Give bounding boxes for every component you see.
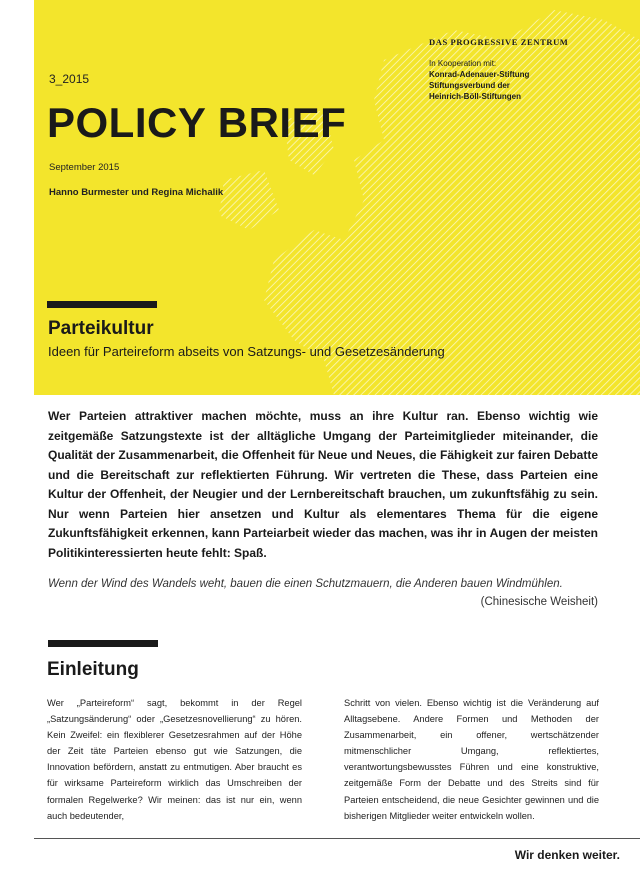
subject-title: Parteikultur: [48, 318, 154, 339]
organization-name: DAS PROGRESSIVE ZENTRUM: [429, 37, 569, 47]
section-rule: [48, 640, 158, 647]
section-heading: Einleitung: [47, 659, 139, 680]
cooperation-intro: In Kooperation mit:: [429, 59, 497, 68]
cooperation-block: [429, 58, 529, 102]
issue-number: 3_2015: [49, 72, 90, 86]
authors: Hanno Burmester und Regina Michalik: [49, 187, 224, 198]
publication-date: September 2015: [49, 162, 120, 173]
header-rule: [47, 301, 157, 308]
cooperation-partner: Heinrich-Böll-Stiftungen: [429, 92, 521, 101]
cooperation-partner: Konrad-Adenauer-Stiftung: [429, 70, 530, 79]
body-column-right: Schritt von vielen. Ebenso wichtig ist die Veränderung auf Alltagsebene. Andere Formen und Methoden der Zusammenarbeit, ein offener, wertschätzender mitmenschlicher Umgang, reflektiertes, verantwortungsbewusstes Führen und eine konstruktive, zeitgemäße Form der Debatte und des Streits sind für Parteien entscheidend, die neue Gesichter gewinnen und die bisherigen Mitglieder weiter entwickeln wollen.: [344, 698, 599, 821]
subject-subtitle: Ideen für Parteireform abseits von Satzungs- und Gesetzesänderung: [48, 344, 445, 359]
footer-divider: [34, 838, 640, 839]
footer-slogan: Wir denken weiter.: [514, 848, 620, 862]
epigraph-source: (Chinesische Weisheit): [480, 596, 598, 608]
document-title: POLICY BRIEF: [47, 99, 347, 146]
abstract-paragraph: Wer Parteien attraktiver machen möchte, muss an ihre Kultur ran. Ebenso wichtig wie zeitgemäße Satzungstexte ist der alltägliche Umgang der Parteimitglieder miteinander, die Qualität der Zusammenarbeit, die Offenheit für Neue und Neues, die Fähigkeit zur fairen Debatte und die Bereitschaft zur reflektierten Führung. Wir vertreten die These, dass Parteien eine Kultur der Offenheit, der Neugier und der Lernbereitschaft brauchen, um zukunftsfähig zu sein. Nur wenn Parteien hier ansetzen und Kultur als elementares Thema für die eigene Zukunftsfähigkeit erkennen, kann Parteiarbeit wieder das machen, was ihr in Augen der meisten Politikinteressierten heute fehlt: Spaß.: [48, 409, 598, 560]
body-column-left: Wer „Parteireform“ sagt, bekommt in der Regel „Satzungsänderung“ oder „Gesetzesnovellierung“ zu hören. Kein Zweifel: ein flexiblerer Gesetzesrahmen auf der Höhe der Zeit täte Parteien ebenso gut wie Satzungen, die Innovation befördern, anstatt zu entmutigen. Aber braucht es für wirksame Parteireform wirklich das Umschreiben der formalen Regelwerke? Wir meinen: das ist nur ein, wenn auch bedeutender,: [47, 698, 302, 821]
cooperation-partner: Stiftungsverbund der: [429, 81, 510, 90]
epigraph-quote: Wenn der Wind des Wandels weht, bauen die einen Schutzmauern, die Anderen bauen Windmühlen.: [48, 578, 563, 590]
header-banner: [34, 0, 640, 395]
